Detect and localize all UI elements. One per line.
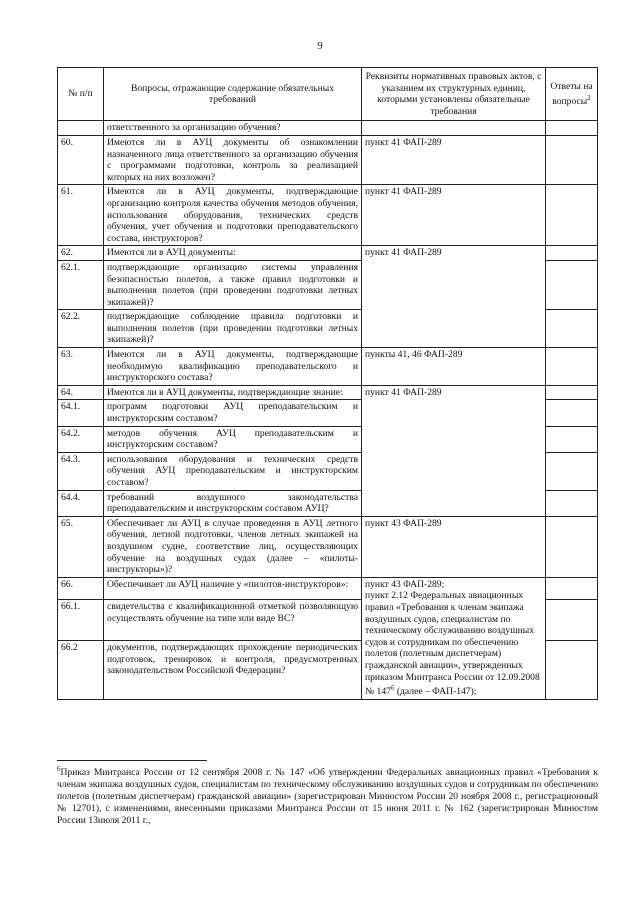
row-reference: пункт 43 ФАП-289 (362, 516, 546, 577)
row-answer (546, 600, 598, 641)
page-number: 9 (317, 40, 323, 52)
table-row (58, 348, 598, 386)
reference-fap-289: пункт 43 ФАП-289; (365, 578, 445, 590)
reference-fap-147: пункт 2.12 Федеральных авиационных правил «Требования к членам экипажа воздушных судов, специалистам по техническому обслуживанию воздушных судов и сотрудникам по обеспечению полетов (полетным диспетчерам) гражданской авиации», утвержденных приказом Минтранса России от 12.09.2008 № 147 (365, 590, 540, 698)
row-number: 60. (58, 135, 104, 184)
header-questions: Вопросы, отражающие содержание обязательных требований (104, 68, 362, 121)
row-number: 64.3. (58, 452, 104, 490)
row-question: ответственного за организацию обучения? (104, 121, 362, 136)
row-number: 64.2. (58, 426, 104, 452)
footnote-divider (57, 760, 207, 761)
row-question: Имеются ли в АУЦ документы, подтверждающие необходимую квалификацию преподавательского и инструкторского состава? (104, 348, 362, 386)
row-question: программ подготовки АУЦ преподавательским и инструкторским составом? (104, 400, 362, 426)
requirements-table (57, 67, 598, 700)
row-number: 61. (58, 185, 104, 246)
row-question: свидетельства с квалификационной отметкой позволяющую осуществлять обучение на типе или виде ВС? (104, 600, 362, 641)
row-question: Имеются ли в АУЦ документы: (104, 246, 362, 261)
row-number: 64. (58, 385, 104, 400)
row-question: требований воздушного законодательства преподавательским и инструкторским составом АУЦ? (104, 490, 362, 516)
table-row (58, 185, 598, 246)
table-row (58, 385, 598, 400)
row-question: Обеспечивает ли АУЦ наличие у «пилотов-инструкторов»: (104, 577, 362, 600)
row-answer (546, 260, 598, 309)
row-number: 64.1. (58, 400, 104, 426)
table-row (58, 246, 598, 261)
row-answer (546, 490, 598, 516)
row-question: методов обучения АУЦ преподавательским и инструкторским составом? (104, 426, 362, 452)
row-question: использования оборудования и технических средств обучения АУЦ преподавательским и инструкторским составом? (104, 452, 362, 490)
reference-fap-147-tail: (далее – ФАП-147); (394, 686, 477, 698)
row-number: 62. (58, 246, 104, 261)
header-number: № п/п (58, 68, 104, 121)
row-reference (362, 121, 546, 136)
footnote-ref-marker: 6 (390, 684, 395, 693)
table-row (58, 577, 598, 600)
footnote-marker: 6 (57, 765, 61, 773)
row-answer (546, 426, 598, 452)
row-question: Имеются ли в АУЦ документы, подтверждающие знание: (104, 385, 362, 400)
table-header-row (58, 68, 598, 121)
row-answer (546, 246, 598, 261)
row-number: 66.1. (58, 600, 104, 641)
row-question: документов, подтверждающих прохождение периодических подготовок, тренировок и контроля, предусмотренных законодательством Российской Федерации? (104, 641, 362, 700)
row-answer (546, 641, 598, 700)
row-reference: пункт 41 ФАП-289 (362, 246, 546, 348)
row-number: 66.2 (58, 641, 104, 700)
table-row (58, 135, 598, 184)
row-number: 64.4. (58, 490, 104, 516)
row-answer (546, 577, 598, 600)
row-number (58, 121, 104, 136)
row-answer (546, 516, 598, 577)
row-number: 62.1. (58, 260, 104, 309)
row-question: Имеются ли в АУЦ документы об ознакомлении назначенного лица ответственного за организацию обучения с программами подготовки, контроль за реализацией которых на них возложен? (104, 135, 362, 184)
row-question: подтверждающие соблюдение правила подготовки и выполнения полетов (при проведении подготовки летных экипажей)? (104, 310, 362, 348)
row-number: 65. (58, 516, 104, 577)
row-reference: пункт 41 ФАП-289 (362, 385, 546, 516)
row-question: Имеются ли в АУЦ документы, подтверждающие организацию контроля качества обучения методов обучения, использования оборудования, технических средств обучения, учет обучения и подготовки преподавательского состава, инструкторов? (104, 185, 362, 246)
row-answer (546, 310, 598, 348)
table-row (58, 121, 598, 136)
row-answer (546, 385, 598, 400)
footnote (57, 763, 598, 827)
row-answer (546, 185, 598, 246)
row-number: 63. (58, 348, 104, 386)
header-requisites: Реквизиты нормативных правовых актов, с указанием их структурных единиц, которыми установлены обязательные требования (362, 68, 546, 121)
row-answer (546, 452, 598, 490)
row-number: 62.2. (58, 310, 104, 348)
row-question: подтверждающие организацию системы управления безопасностью полетов, а также правил подготовки и выполнения полетов (при проведении подготовки летных экипажей)? (104, 260, 362, 309)
row-answer (546, 400, 598, 426)
row-question: Обеспечивает ли АУЦ в случае проведения в АУЦ летного обучения, летной подготовки, членов летных экипажей на воздушном судне, соответствие лиц, осуществляющих обучение на воздушных судах (далее – «пилоты-инструкторы»)? (104, 516, 362, 577)
footnote-text: Приказ Минтранса России от 12 сентября 2008 г. № 147 «Об утверждении Федеральных авиационных правил «Требования к членам экипажа воздушных судов, специалистам по техническому обслуживанию воздушных судов и сотрудникам по обеспечению полетов (полетным диспетчерам) гражданской авиации» (зарегистрирован Минюстом России 20 ноября 2008 г., регистрационный № 12701), с изменениями, внесенными приказами Минтранса России от 15 июня 2011 г. № 162 (зарегистрирован Минюстом России 13июля 2011 г., (57, 767, 598, 827)
row-answer (546, 121, 598, 136)
row-number: 66. (58, 577, 104, 600)
table-row (58, 516, 598, 577)
row-reference: пункты 41, 46 ФАП-289 (362, 348, 546, 386)
row-reference: пункт 41 ФАП-289 (362, 185, 546, 246)
header-answers: Ответы на вопросы$^2$ (546, 68, 598, 121)
row-answer (546, 348, 598, 386)
row-answer (546, 135, 598, 184)
row-reference (362, 577, 546, 699)
row-reference: пункт 41 ФАП-289 (362, 135, 546, 184)
